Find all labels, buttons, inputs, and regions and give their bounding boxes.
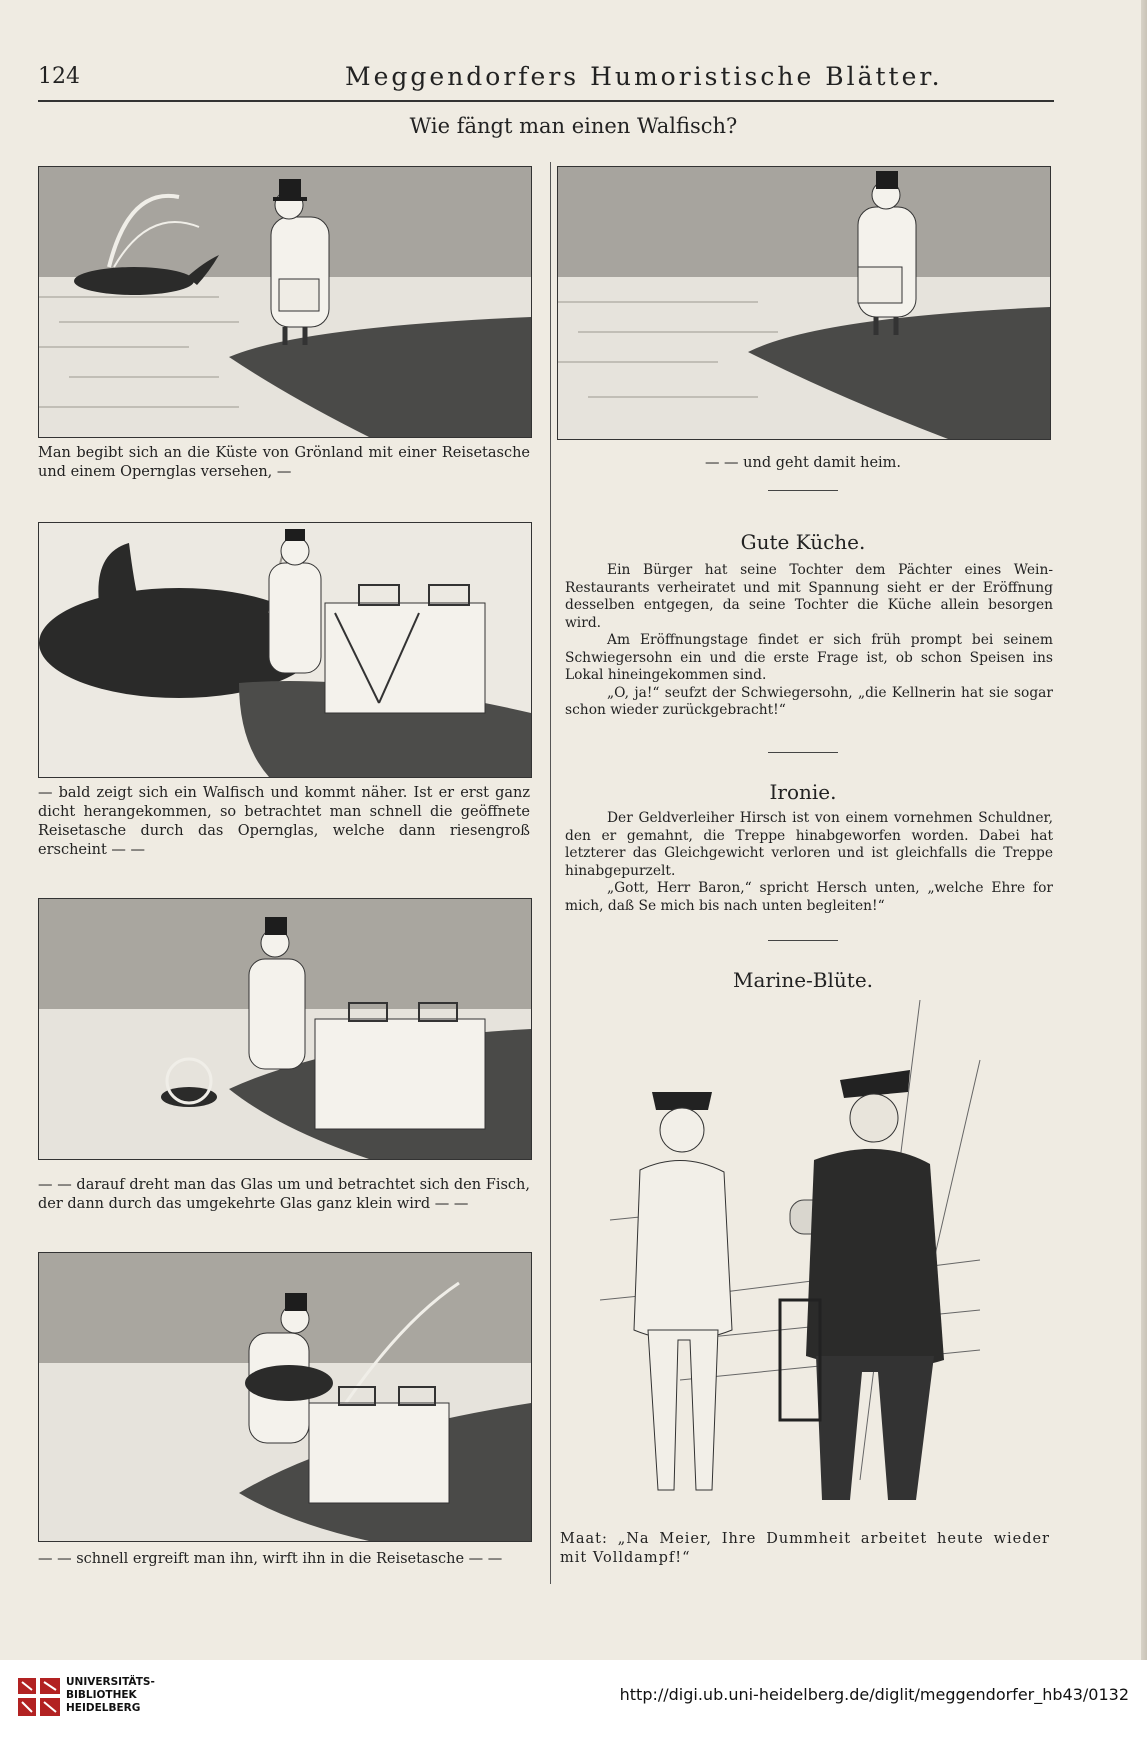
gute-kueche-paragraph-3: „O, ja!“ seufzt der Schwiegersohn, „die Kellnerin hat sie sogar schon wieder zurückgebracht!“: [565, 684, 1053, 718]
ironie-paragraph-1: Der Geldverleiher Hirsch ist von einem vornehmen Schuldner, den er gemahnt, die Treppe hinabgeworfen worden. Dabei hat letzterer das Gleichgewicht verloren und ist gleichfalls die Treppe hinabgepurzelt.: [565, 810, 1053, 879]
caption-panel-3: — — darauf dreht man das Glas um und betrachtet sich den Fisch, der dann durch das umgekehrte Glas ganz klein wird — —: [38, 1177, 530, 1212]
illustration-panel-2: [38, 522, 532, 778]
small-whale-drawing: [39, 899, 531, 1159]
sailors-drawing: [600, 1000, 1020, 1520]
illustration-panel-1: [38, 166, 532, 438]
library-name-line-3: HEIDELBERG: [66, 1702, 141, 1714]
caption-panel-5: — — und geht damit heim.: [704, 455, 902, 471]
caption-panel-2: — bald zeigt sich ein Walfisch und kommt näher. Ist er erst ganz dicht herangekommen, so betrachtet man schnell die geöffnete Reisetasche durch das Opernglas, welche dann riesengroß erscheint — —: [38, 785, 530, 858]
separator-2: [768, 752, 838, 753]
article-title: Wie fängt man einen Walfisch?: [409, 114, 738, 138]
section-title-marine-bluete: Marine-Blüte.: [732, 968, 874, 992]
caption-marine-bluete: Maat: „Na Meier, Ihre Dummheit arbeitet heute wieder mit Volldampf!“: [560, 1531, 1050, 1566]
whale-near-drawing: [39, 523, 531, 777]
library-name-line-1: UNIVERSITÄTS-: [66, 1676, 155, 1688]
illustration-panel-3: [38, 898, 532, 1160]
sailors-illustration: [600, 1000, 1020, 1520]
university-library-logo-icon: [14, 1672, 64, 1722]
story-ironie: [565, 810, 1053, 915]
section-title-gute-kueche: Gute Küche.: [740, 530, 866, 554]
story-gute-kueche: [565, 562, 1053, 720]
page-edge: [1141, 0, 1147, 1660]
column-divider: [550, 162, 551, 1584]
library-name: [66, 1676, 155, 1715]
going-home-drawing: [558, 167, 1050, 439]
gute-kueche-paragraph-2: Am Eröffnungstage findet er sich früh prompt bei seinem Schwiegersohn ein und die erste Frage ist, ob schon Speisen ins Lokal hineingekommen sind.: [565, 632, 1053, 683]
separator-3: [768, 940, 838, 941]
header-rule: [38, 100, 1054, 102]
whale-coast-drawing: [39, 167, 531, 437]
separator-1: [768, 490, 838, 491]
caption-panel-4: — — schnell ergreift man ihn, wirft ihn in die Reisetasche — —: [38, 1551, 503, 1567]
running-title: Meggendorfers Humoristische Blätter.: [345, 62, 943, 91]
page-number: 124: [38, 64, 80, 89]
section-title-ironie: Ironie.: [769, 780, 837, 804]
ironie-paragraph-2: „Gott, Herr Baron,“ spricht Hersch unten, „welche Ehre for mich, daß Se mich bis nach unten begleiten!“: [565, 880, 1053, 914]
library-name-line-2: BIBLIOTHEK: [66, 1689, 137, 1701]
caption-panel-1: Man begibt sich an die Küste von Grönland mit einer Reisetasche und einem Opernglas versehen, —: [38, 445, 530, 480]
illustration-panel-5: [557, 166, 1051, 440]
whale-into-bag-drawing: [39, 1253, 531, 1541]
gute-kueche-paragraph-1: Ein Bürger hat seine Tochter dem Pächter eines Wein-Restaurants verheiratet und mit Spannung sieht er der Eröffnung desselben entgegen, da seine Tochter die Küche allein besorgen wird.: [565, 562, 1053, 631]
illustration-panel-4: [38, 1252, 532, 1542]
source-url-link[interactable]: http://digi.ub.uni-heidelberg.de/diglit/meggendorfer_hb43/0132: [619, 1685, 1129, 1704]
